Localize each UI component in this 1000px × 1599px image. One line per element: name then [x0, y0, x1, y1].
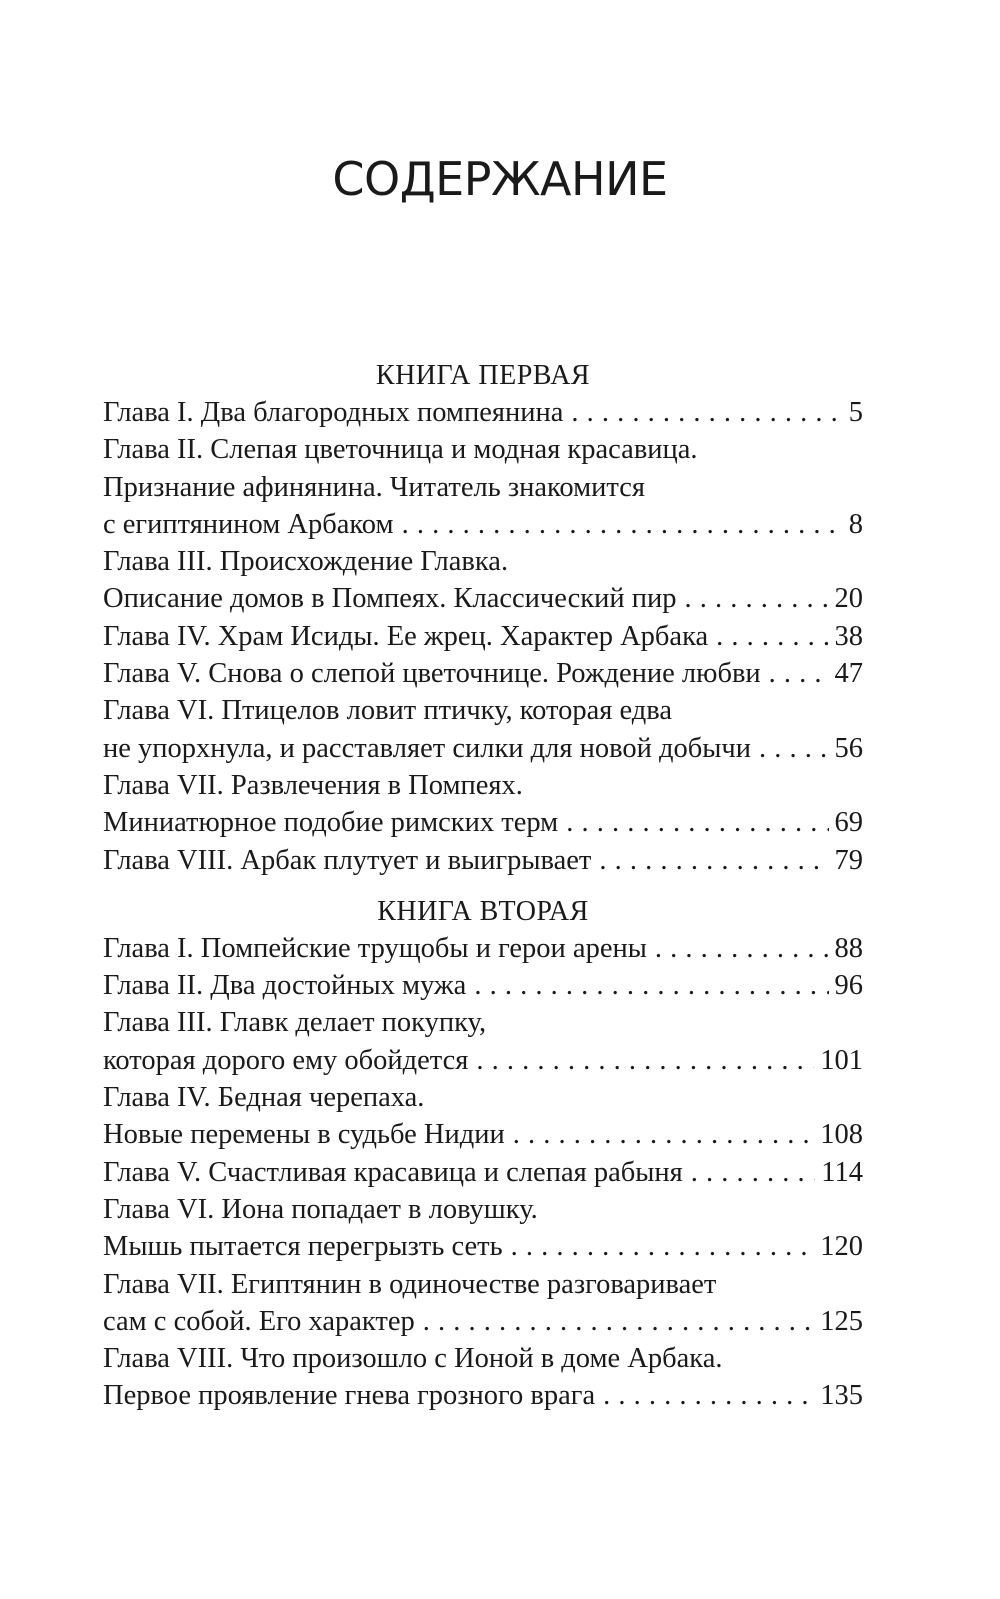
toc-entry-line	[103, 1116, 863, 1153]
toc-entry-line	[103, 692, 863, 729]
toc-entry-line	[103, 580, 863, 617]
toc-entry-line	[103, 543, 863, 580]
entry-title-text: Миниатюрное подобие римских терм	[103, 807, 559, 839]
dot-leader	[474, 967, 828, 1004]
dot-leader	[769, 655, 829, 692]
entry-title-text: Глава VI. Птицелов ловит птичку, которая едва	[103, 695, 673, 727]
toc-entry[interactable]	[103, 767, 863, 842]
dot-leader	[402, 506, 843, 543]
page-number: 79	[834, 844, 863, 876]
page-number: 96	[834, 970, 863, 1002]
entry-title-text: Глава IV. Храм Исиды. Ее жрец. Характер Арбака	[103, 620, 709, 652]
table-of-contents	[103, 357, 863, 1415]
toc-entry[interactable]	[103, 394, 863, 431]
toc-entry[interactable]	[103, 692, 863, 767]
page-number: 38	[834, 620, 863, 652]
book-heading: КНИГА ПЕРВАЯ	[375, 360, 591, 391]
toc-entry[interactable]	[103, 842, 863, 879]
dot-leader	[511, 1228, 815, 1265]
dot-leader	[571, 394, 842, 431]
entry-title-text: Глава IV. Бедная черепаха.	[103, 1082, 425, 1114]
entry-title-text: Первое проявление гнева грозного врага	[103, 1380, 596, 1412]
entry-title-text: Глава II. Два достойных мужа	[103, 970, 467, 1002]
toc-entry-line	[103, 1079, 863, 1116]
toc-entry-line	[103, 930, 863, 967]
page-number: 69	[834, 807, 863, 839]
toc-entry-line	[103, 394, 863, 431]
entry-title-text: Глава VII. Египтянин в одиночестве разговаривает	[103, 1268, 717, 1300]
dot-leader	[759, 730, 829, 767]
toc-entry-line	[103, 1377, 863, 1414]
entry-title-text: не упорхнула, и расставляет силки для новой добычи	[103, 732, 751, 764]
page-number: 125	[820, 1305, 863, 1337]
toc-entry[interactable]	[103, 543, 863, 618]
page-number: 108	[820, 1119, 863, 1151]
page-number: 47	[834, 658, 863, 690]
toc-entry-line	[103, 1004, 863, 1041]
entry-title-text: Признание афинянина. Читатель знакомится	[103, 471, 645, 503]
toc-entry-line	[103, 618, 863, 655]
toc-entry[interactable]	[103, 618, 863, 655]
entry-title-text: Глава VIII. Арбак плутует и выигрывает	[103, 844, 592, 876]
entry-title-text: Глава II. Слепая цветочница и модная красавица.	[103, 434, 698, 466]
toc-entry[interactable]	[103, 1154, 863, 1191]
entry-title-text: Новые перемены в судьбе Нидии	[103, 1119, 505, 1151]
dot-leader	[685, 580, 829, 617]
page-number: 20	[834, 583, 863, 615]
toc-entry-line	[103, 1154, 863, 1191]
toc-entry-line	[103, 730, 863, 767]
toc-entry[interactable]	[103, 930, 863, 967]
page-number: 101	[820, 1044, 863, 1076]
toc-entry[interactable]	[103, 431, 863, 543]
entry-title-text: Глава VII. Развлечения в Помпеях.	[103, 769, 523, 801]
dot-leader	[423, 1303, 815, 1340]
dot-leader	[691, 1154, 816, 1191]
book-heading: КНИГА ВТОРАЯ	[377, 895, 589, 927]
toc-entry-line	[103, 1266, 863, 1303]
toc-entry-line	[103, 655, 863, 692]
dot-leader	[716, 618, 828, 655]
entry-title-text: сам с собой. Его характер	[103, 1305, 415, 1337]
toc-entry[interactable]	[103, 655, 863, 692]
toc-entry-line	[103, 842, 863, 879]
dot-leader	[599, 842, 828, 879]
entry-title-text: Глава VI. Иона попадает в ловушку.	[103, 1193, 538, 1225]
page-title: СОДЕРЖАНИЕ	[332, 152, 668, 206]
dot-leader	[513, 1116, 814, 1153]
entry-title-text: которая дорого ему обойдется	[103, 1044, 469, 1076]
dot-leader	[603, 1377, 814, 1414]
toc-entry[interactable]	[103, 1079, 863, 1154]
toc-entry-line	[103, 1228, 863, 1265]
toc-entry-line	[103, 804, 863, 841]
page-number: 56	[834, 732, 863, 764]
entry-title-text: с египтянином Арбаком	[103, 508, 394, 540]
page-number: 5	[848, 397, 863, 428]
toc-entry-line	[103, 469, 863, 506]
page-number: 135	[820, 1380, 863, 1412]
entry-title-text: Глава V. Счастливая красавица и слепая рабыня	[103, 1156, 683, 1188]
entry-title-text: Глава I. Помпейские трущобы и герои арены	[103, 932, 647, 964]
entry-title-text: Глава I. Два благородных помпеянина	[103, 397, 564, 428]
toc-entry-line	[103, 506, 863, 543]
page-number: 114	[821, 1156, 863, 1188]
page-number: 8	[848, 508, 863, 540]
entry-title-text: Описание домов в Помпеях. Классический пир	[103, 583, 677, 615]
dot-leader	[566, 804, 828, 841]
toc-entry[interactable]	[103, 967, 863, 1004]
dot-leader	[655, 930, 829, 967]
entry-title-text: Глава V. Снова о слепой цветочнице. Рождение любви	[103, 658, 761, 690]
dot-leader	[476, 1042, 814, 1079]
entry-title-text: Мышь пытается перегрызть сеть	[103, 1231, 503, 1263]
toc-entry[interactable]	[103, 1004, 863, 1079]
page-number: 120	[820, 1231, 863, 1263]
toc-entry-line	[103, 767, 863, 804]
toc-entry-line	[103, 1303, 863, 1340]
toc-entry-line	[103, 1191, 863, 1228]
entry-title-text: Глава III. Главк делает покупку,	[103, 1007, 487, 1039]
toc-entry[interactable]	[103, 1266, 863, 1341]
page-number: 88	[834, 932, 863, 964]
entry-title-text: Глава VIII. Что произошло с Ионой в доме Арбака.	[103, 1343, 723, 1375]
toc-entry-line	[103, 431, 863, 468]
entry-title-text: Глава III. Происхождение Главка.	[103, 546, 509, 578]
toc-entry[interactable]	[103, 1191, 863, 1266]
toc-entry-line	[103, 967, 863, 1004]
toc-entry[interactable]	[103, 1340, 863, 1415]
toc-entry-line	[103, 1340, 863, 1377]
toc-entry-line	[103, 1042, 863, 1079]
